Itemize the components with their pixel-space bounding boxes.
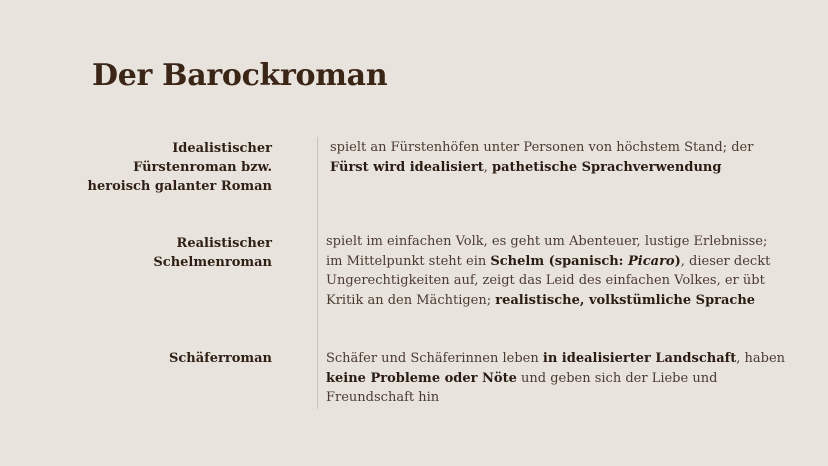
body-text: , dieser deckt Ungerechtigkeiten auf, zeigt das Leid des einfachen Volkes, er übt Kritik an den Mächtigen; <box>326 253 771 308</box>
emphasis-text: Schelm (spanisch: <box>490 253 629 269</box>
body-text: spielt im einfachen Volk, es geht um Abenteuer, lustige Erlebnisse; im Mittelpunkt steht ein <box>326 234 768 269</box>
page-title: Der Barockroman <box>92 58 388 93</box>
emphasis-text: Picaro <box>628 253 675 269</box>
body-text: Schäfer und Schäferinnen leben <box>326 351 543 366</box>
emphasis-text: pathetische Sprachverwendung <box>492 159 722 175</box>
term-schaeferroman: Schäferroman <box>168 351 272 366</box>
vertical-divider <box>317 137 318 409</box>
body-text: und geben sich der Liebe und Freundschaft hin <box>326 370 718 405</box>
emphasis-text: in idealisierter Landschaft <box>542 351 737 366</box>
term-schelmenroman: Realistischer Schelmenroman <box>153 236 272 270</box>
emphasis-text: Fürst wird idealisiert <box>330 159 484 175</box>
emphasis-text: ) <box>674 253 681 269</box>
desc-schelmenroman <box>326 232 786 310</box>
body-text: , haben <box>736 351 786 366</box>
desc-schaeferroman <box>326 349 786 408</box>
body-text: spielt an Fürstenhöfen unter Personen von höchstem Stand; der <box>330 140 754 155</box>
term-fuerstenroman: Idealistischer Fürstenroman bzw. heroisch galanter Roman <box>87 141 272 194</box>
desc-fuerstenroman <box>330 138 770 177</box>
body-text: , <box>483 159 492 175</box>
emphasis-text: keine Probleme oder Nöte <box>326 370 517 386</box>
emphasis-text: realistische, volkstümliche Sprache <box>495 292 756 308</box>
